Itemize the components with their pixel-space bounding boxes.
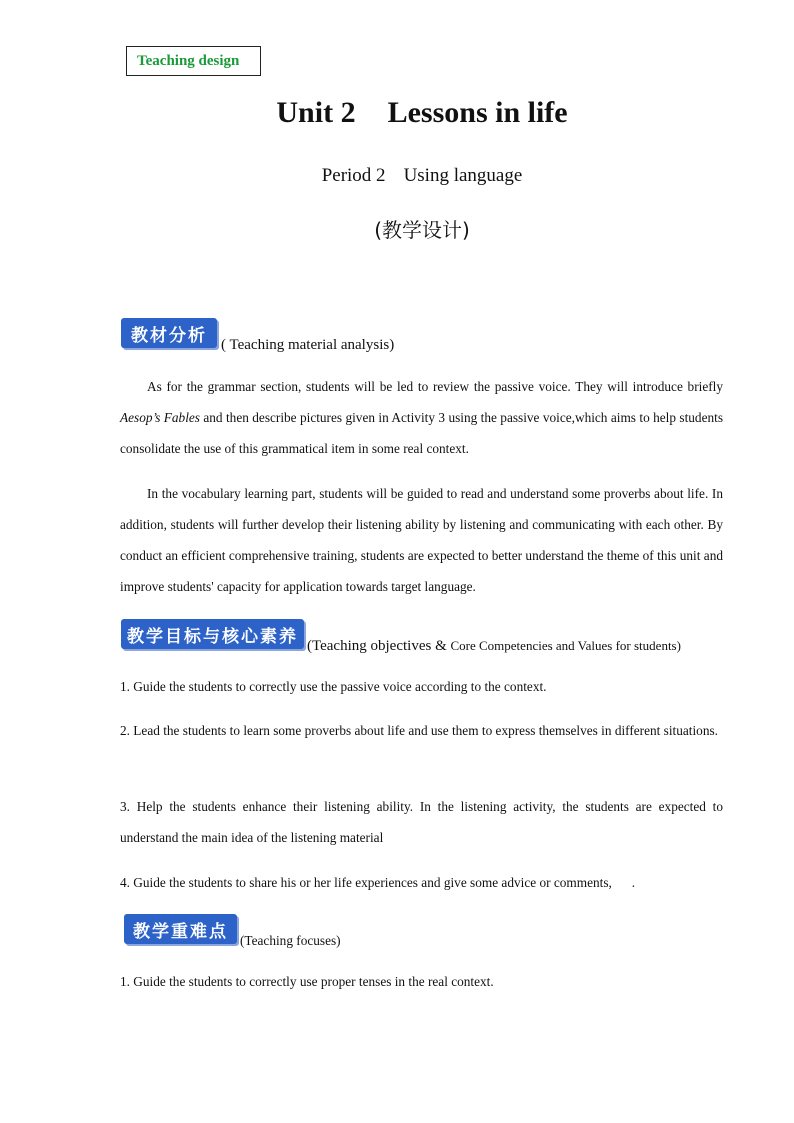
unit-name: Lessons in life — [387, 96, 568, 129]
design-label: (教学设计) — [374, 218, 470, 242]
period-name: Using language — [403, 165, 523, 186]
period-number: Period 2 — [321, 165, 386, 186]
focus-item-1: 1. Guide the students to correctly use proper tenses in the real context. — [120, 974, 494, 989]
objective-item-1: 1. Guide the students to correctly use the passive voice according to the context. — [120, 679, 547, 694]
aesops-fables-title: Aesop’s Fables — [120, 410, 200, 425]
teaching-design-tag-text: Teaching design — [137, 52, 240, 69]
objective-item-2: 2. Lead the students to learn some proverbs about life and use them to express themselves in different situations. — [120, 723, 718, 738]
focuses-badge: 教学重难点 — [124, 914, 237, 944]
material-paragraph-1 — [120, 371, 723, 464]
objectives-label-small: Core Competencies and Values for students) — [450, 638, 681, 653]
objective-item-4: 4. Guide the students to share his or her life experiences and give some advice or comments, . — [120, 875, 636, 890]
material-analysis-badge: 教材分析 — [121, 318, 217, 348]
material-paragraph-2: In the vocabulary learning part, students will be guided to read and understand some proverbs about life. In addition, students will further develop their listening ability by listening and communicating with each other. By conduct an efficient comprehensive training, students are expected to better understand the theme of this unit and improve students' capacity for application towards target language. — [120, 486, 723, 594]
objective-item-3: 3. Help the students enhance their listening ability. In the listening activity, the students are expected to understand the main idea of the listening material — [120, 799, 723, 845]
material-analysis-label: ( Teaching material analysis) — [221, 337, 395, 353]
period-heading — [0, 165, 794, 187]
objectives-badge: 教学目标与核心素养 — [121, 619, 304, 649]
material-p1-text-b: and then describe pictures given in Activity 3 using the passive voice,which aims to help students consolidate the use of this grammatical item in some real context. — [120, 410, 723, 456]
material-p1-text-a: As for the grammar section, students will be led to review the passive voice. They will introduce briefly — [147, 379, 723, 394]
teaching-design-tag — [126, 46, 261, 76]
unit-number: Unit 2 — [276, 96, 356, 129]
objectives-label — [307, 638, 681, 655]
objectives-label-main: (Teaching objectives & — [307, 638, 451, 654]
unit-title — [0, 96, 794, 130]
focuses-label: (Teaching focuses) — [240, 933, 341, 948]
